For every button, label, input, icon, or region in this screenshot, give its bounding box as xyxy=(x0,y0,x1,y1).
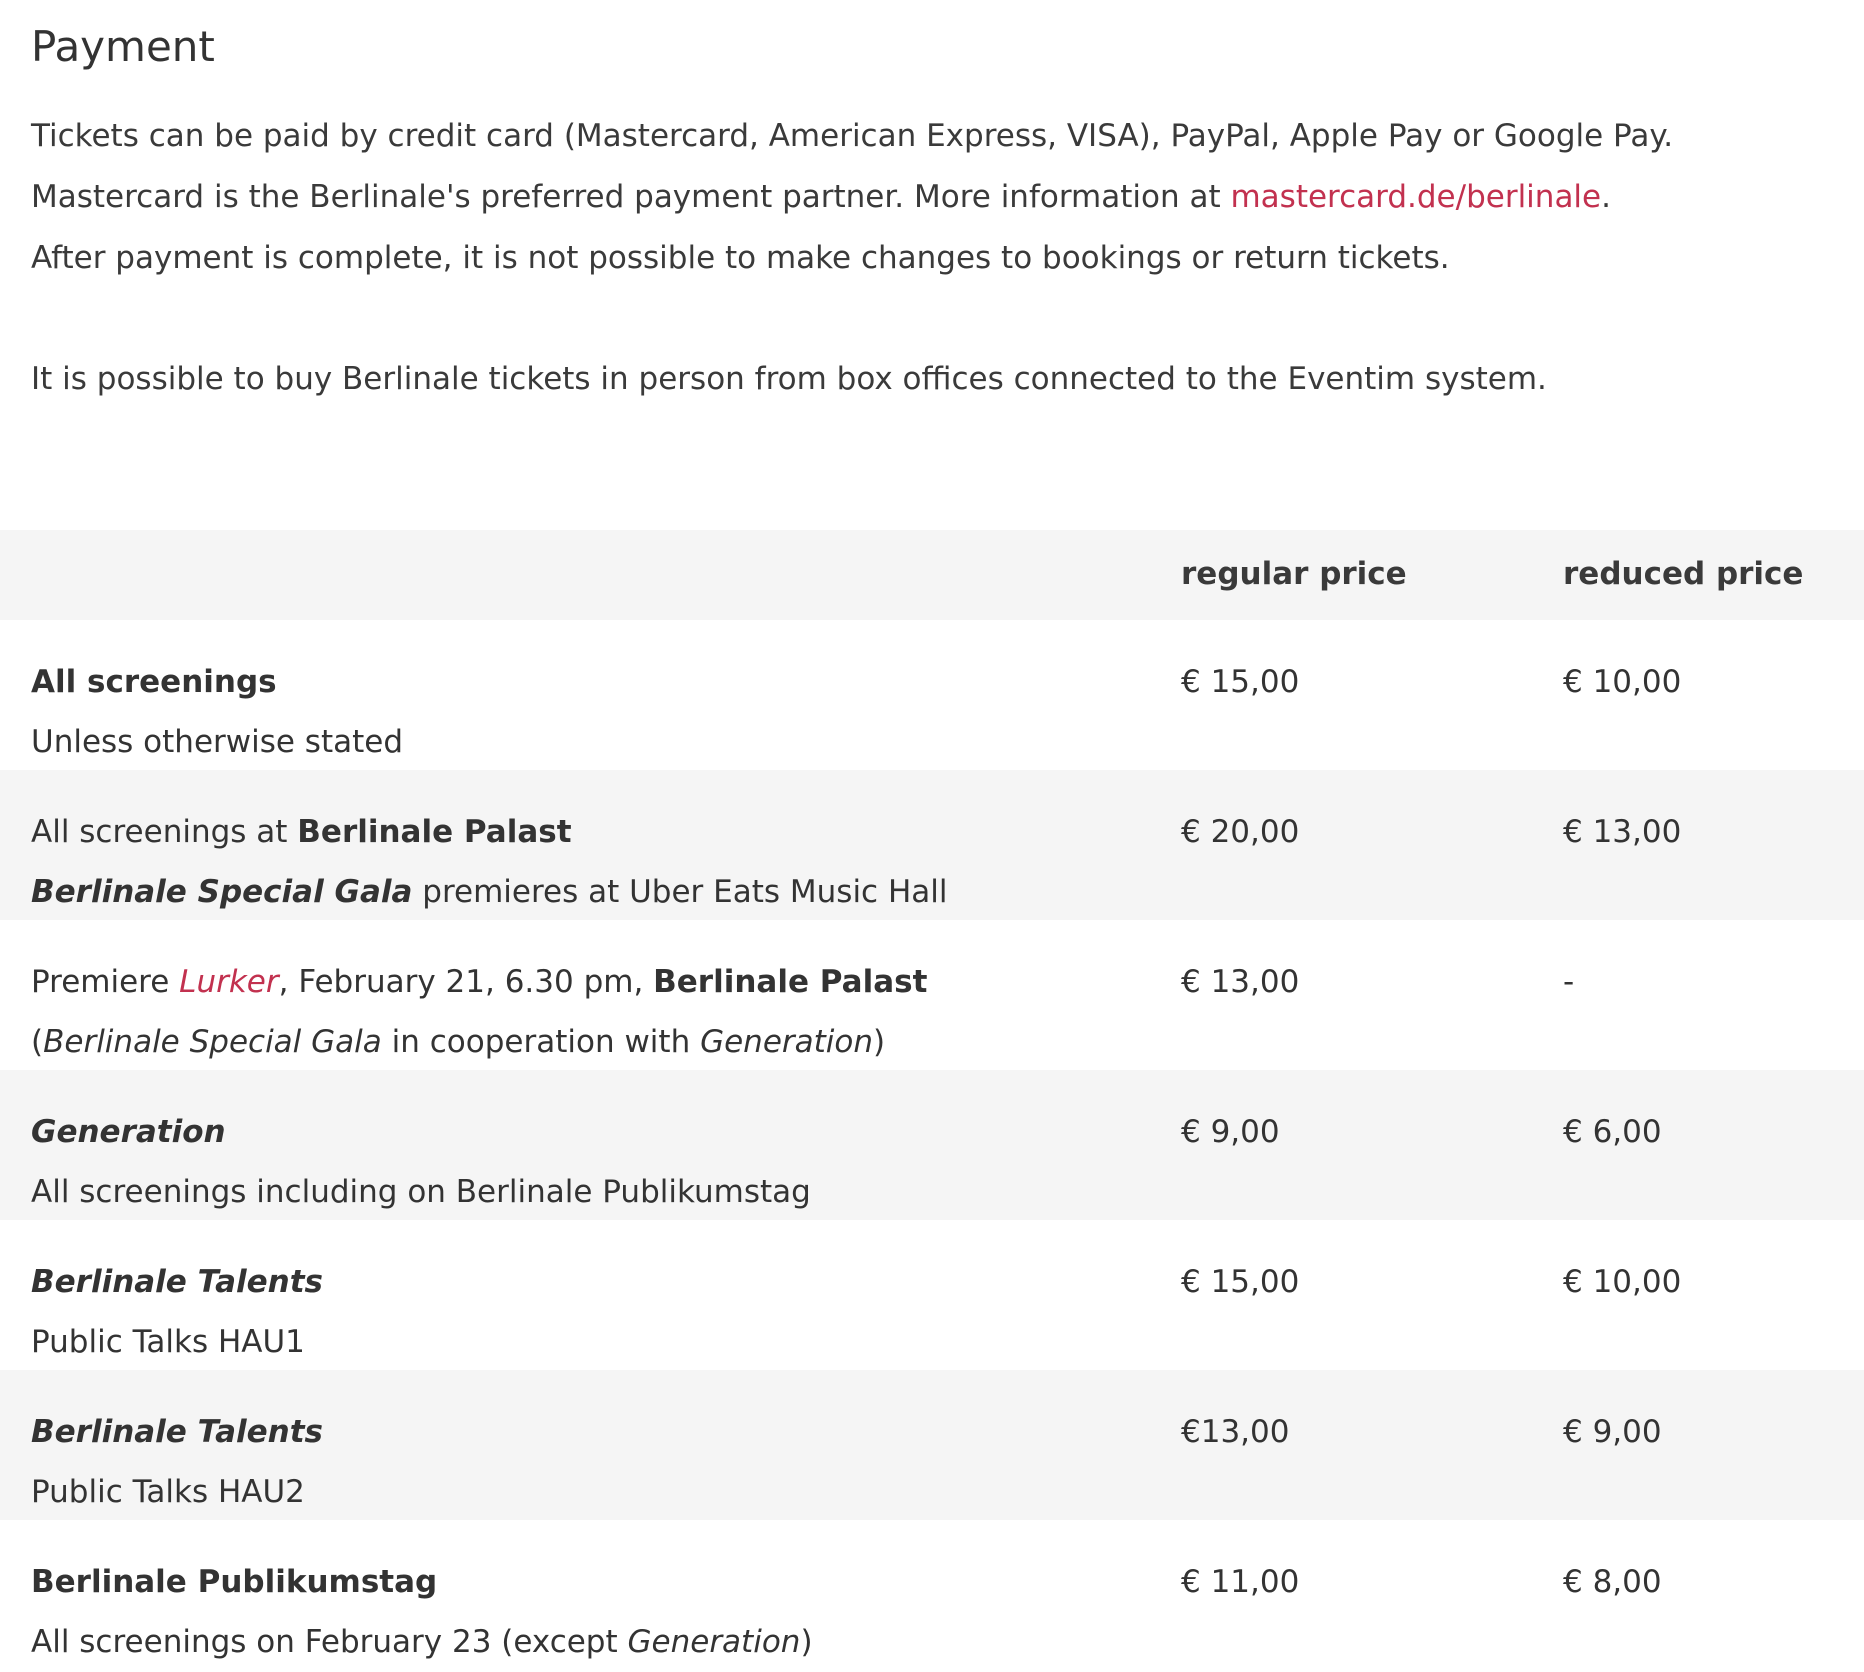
row-title: Berlinale Talents xyxy=(31,1264,324,1300)
table-row xyxy=(0,770,1864,920)
row-title-part: Premiere xyxy=(31,964,180,1000)
row-title-part: , February 21, 6.30 pm, xyxy=(278,964,654,1000)
page-title: Payment xyxy=(31,22,215,71)
mastercard-info-text xyxy=(31,177,1611,217)
row-title-part: All screenings at xyxy=(31,814,298,850)
mastercard-link[interactable]: mastercard.de/berlinale xyxy=(1230,179,1602,215)
reduced-price: € 13,00 xyxy=(1563,814,1682,850)
row-subtitle: All screenings including on Berlinale Publikumstag xyxy=(31,1174,811,1210)
row-title: Generation xyxy=(31,1114,226,1150)
reduced-price: € 6,00 xyxy=(1563,1114,1662,1150)
row-title: Berlinale Talents xyxy=(31,1414,324,1450)
row-subtitle-part: ( xyxy=(31,1024,44,1060)
row-subtitle-section: Berlinale Special Gala xyxy=(31,874,413,910)
regular-price: € 9,00 xyxy=(1181,1114,1280,1150)
regular-price: € 15,00 xyxy=(1181,1264,1300,1300)
no-changes-text: After payment is complete, it is not possible to make changes to bookings or return tickets. xyxy=(31,240,1450,276)
regular-price: € 20,00 xyxy=(1181,814,1300,850)
row-title-venue: Berlinale Palast xyxy=(653,964,928,1000)
lurker-film-link[interactable]: Lurker xyxy=(179,964,279,1000)
row-title: Berlinale Publikumstag xyxy=(31,1564,438,1600)
regular-price: €13,00 xyxy=(1181,1414,1290,1450)
table-row xyxy=(0,1220,1864,1370)
row-subtitle-part: ) xyxy=(873,1024,886,1060)
reduced-price: € 10,00 xyxy=(1563,1264,1682,1300)
mastercard-info-suffix: . xyxy=(1601,179,1611,215)
table-row xyxy=(0,1370,1864,1520)
table-row xyxy=(0,1070,1864,1220)
row-title xyxy=(31,812,572,852)
row-subtitle xyxy=(31,1022,885,1062)
table-row xyxy=(0,1520,1864,1670)
regular-price: € 15,00 xyxy=(1181,664,1300,700)
payment-methods-text: Tickets can be paid by credit card (Mastercard, American Express, VISA), PayPal, Apple Pay or Google Pay. xyxy=(31,118,1674,154)
row-subtitle-section: Berlinale Special Gala xyxy=(43,1024,382,1060)
row-subtitle: Public Talks HAU2 xyxy=(31,1474,305,1510)
reduced-price: € 8,00 xyxy=(1563,1564,1662,1600)
reduced-price: € 10,00 xyxy=(1563,664,1682,700)
row-subtitle-section: Generation xyxy=(700,1024,874,1060)
row-subtitle: Unless otherwise stated xyxy=(31,724,404,760)
price-table-header xyxy=(0,530,1864,620)
row-subtitle-part: All screenings on February 23 (except xyxy=(31,1624,628,1660)
row-subtitle-part: premieres at Uber Eats Music Hall xyxy=(412,874,948,910)
row-title-venue: Berlinale Palast xyxy=(297,814,572,850)
row-subtitle-section: Generation xyxy=(627,1624,801,1660)
row-subtitle-part: in cooperation with xyxy=(381,1024,701,1060)
price-table xyxy=(0,530,1864,1670)
regular-price: € 13,00 xyxy=(1181,964,1300,1000)
row-title: All screenings xyxy=(31,664,277,700)
table-row xyxy=(0,620,1864,770)
reduced-price-header: reduced price xyxy=(1563,556,1804,592)
regular-price-header: regular price xyxy=(1181,556,1407,592)
table-row xyxy=(0,920,1864,1070)
reduced-price: - xyxy=(1563,964,1575,1000)
box-office-text: It is possible to buy Berlinale tickets in person from box offices connected to the Eventim system. xyxy=(31,361,1547,397)
mastercard-info-prefix: Mastercard is the Berlinale's preferred payment partner. More information at xyxy=(31,179,1231,215)
row-subtitle xyxy=(31,1622,813,1662)
reduced-price: € 9,00 xyxy=(1563,1414,1662,1450)
regular-price: € 11,00 xyxy=(1181,1564,1300,1600)
row-subtitle: Public Talks HAU1 xyxy=(31,1324,305,1360)
row-subtitle xyxy=(31,872,948,912)
row-title xyxy=(31,962,927,1002)
row-subtitle-part: ) xyxy=(800,1624,813,1660)
